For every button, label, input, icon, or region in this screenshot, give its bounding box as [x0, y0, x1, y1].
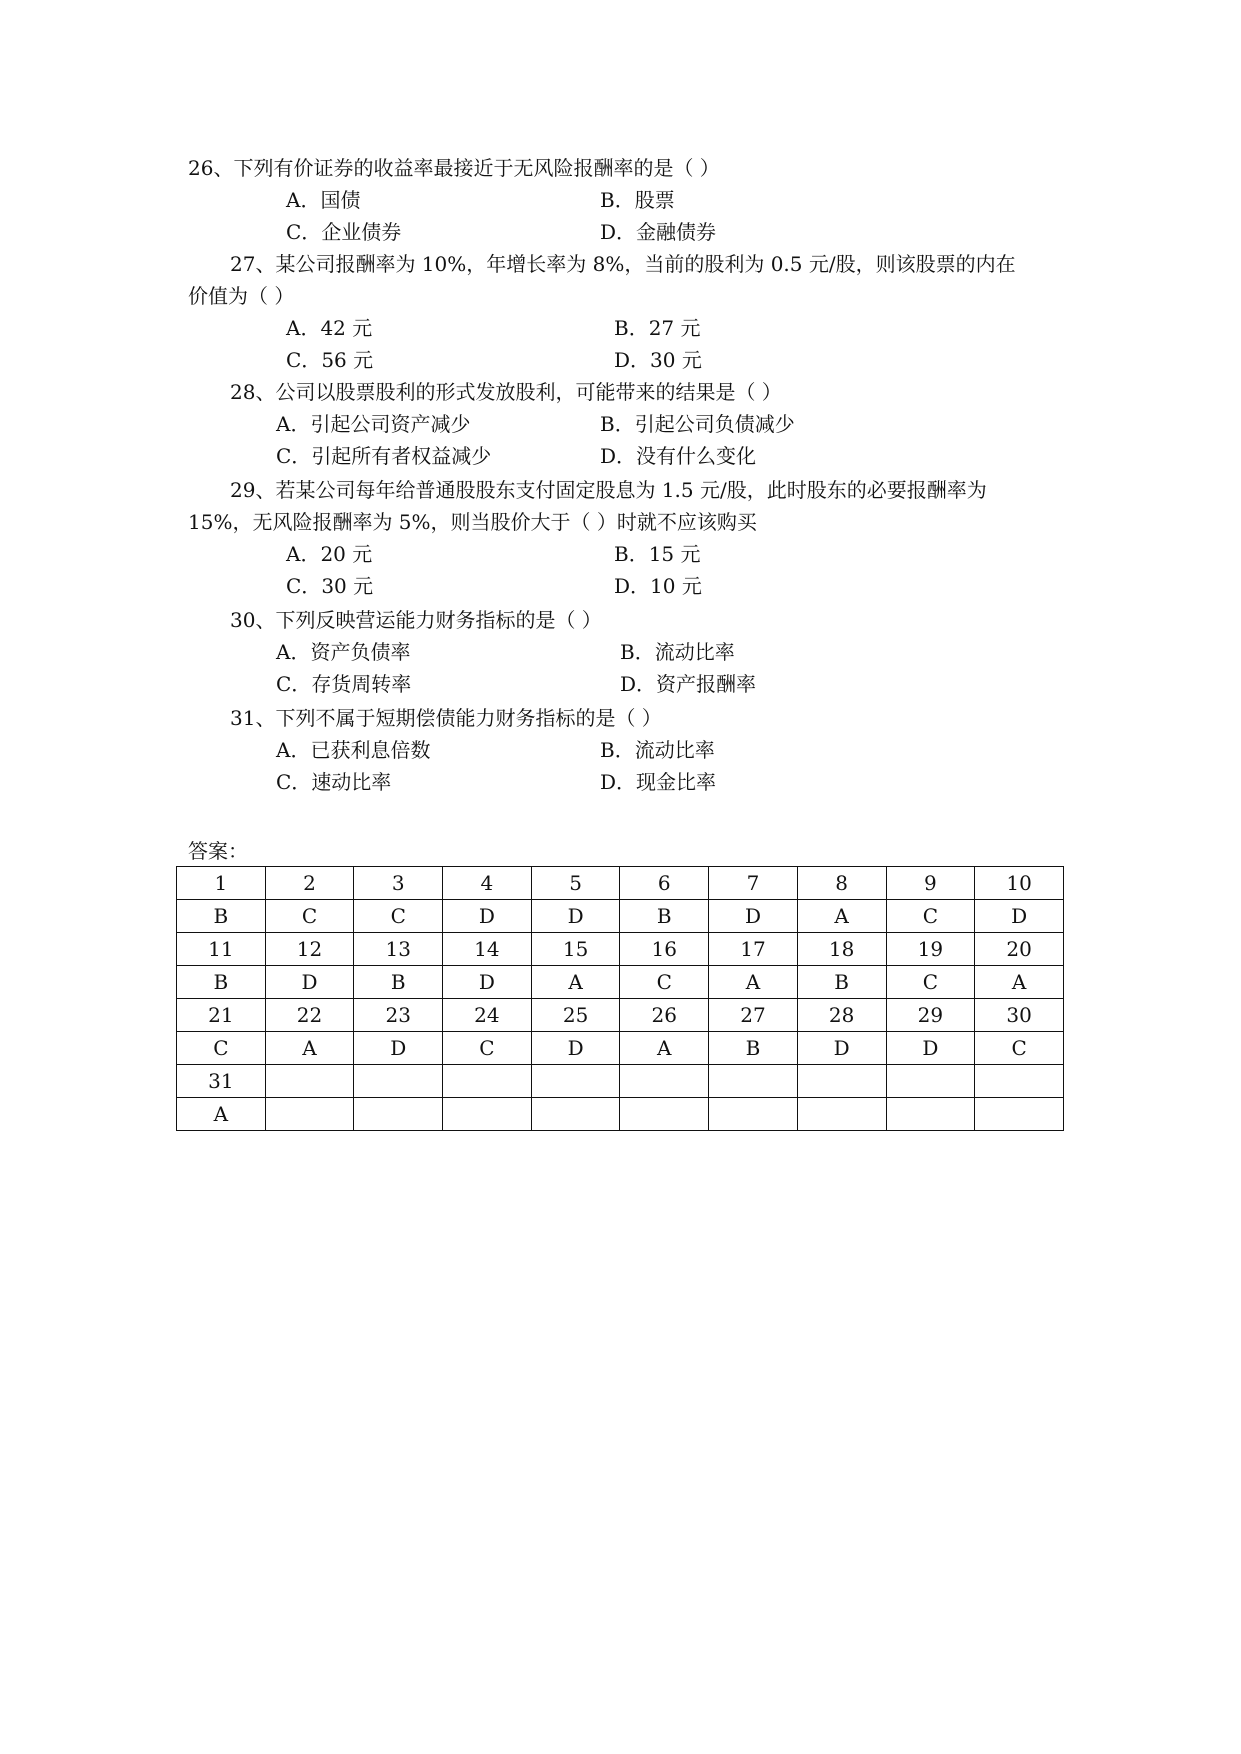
question-number-cell: 6: [620, 867, 709, 900]
answer-cell: B: [177, 966, 266, 999]
question-number-cell: [709, 1065, 798, 1098]
option-c: [286, 216, 401, 248]
options-row-cd: [188, 440, 1068, 472]
options-row-cd: [188, 344, 1068, 376]
question-number-cell: 24: [443, 999, 532, 1032]
options-row-cd: [188, 668, 1068, 700]
option-d: [614, 344, 702, 376]
option-text: 国债: [320, 188, 361, 212]
question-text: 27、某公司报酬率为 10%，年增长率为 8%，当前的股利为 0.5 元/股，则该股票的内在: [230, 252, 1016, 276]
answer-cell: C: [443, 1032, 532, 1065]
answer-cell: C: [354, 900, 443, 933]
option-c: [276, 766, 391, 798]
answer-label: 答案：: [188, 839, 248, 863]
option-b: [600, 734, 715, 766]
answer-cell: [975, 1098, 1064, 1131]
option-text: 20 元: [320, 542, 373, 566]
option-letter: B．: [614, 542, 649, 566]
options-row-cd: [188, 766, 1068, 798]
question-number-cell: [354, 1065, 443, 1098]
options-row-ab: [188, 538, 1068, 570]
answer-cell: B: [709, 1032, 798, 1065]
options-row-ab: [188, 184, 1068, 216]
table-row: [177, 933, 1064, 966]
answer-cell: B: [177, 900, 266, 933]
answer-cell: A: [620, 1032, 709, 1065]
question-31: [188, 702, 1068, 798]
table-row: [177, 1032, 1064, 1065]
answer-cell: [709, 1098, 798, 1131]
option-letter: A．: [276, 738, 311, 762]
answer-cell: D: [709, 900, 798, 933]
question-30: [188, 604, 1068, 700]
option-text: 10 元: [650, 574, 702, 598]
question-number-cell: 23: [354, 999, 443, 1032]
answer-cell: D: [443, 966, 532, 999]
options-row-ab: [188, 312, 1068, 344]
option-d: [600, 440, 756, 472]
option-a: [286, 184, 360, 216]
question-number-cell: 22: [265, 999, 354, 1032]
option-text: 42 元: [320, 316, 373, 340]
option-letter: D．: [614, 574, 651, 598]
question-text: 29、若某公司每年给普通股股东支付固定股息为 1.5 元/股，此时股东的必要报酬率为: [230, 478, 987, 502]
answer-cell: B: [354, 966, 443, 999]
option-text: 56 元: [321, 348, 374, 372]
option-letter: A．: [276, 412, 311, 436]
option-text: 资产报酬率: [656, 672, 757, 696]
option-text: 流动比率: [654, 640, 735, 664]
options-row-ab: [188, 408, 1068, 440]
question-number-cell: 26: [620, 999, 709, 1032]
question-number-cell: [797, 1065, 886, 1098]
question-text-continued: 15%，无风险报酬率为 5%，则当股价大于（ ）时就不应该购买: [188, 510, 757, 534]
option-b: [620, 636, 735, 668]
option-d: [620, 668, 756, 700]
option-text: 已获利息倍数: [310, 738, 431, 762]
option-letter: C．: [276, 444, 312, 468]
question-number-cell: 14: [443, 933, 532, 966]
question-number-cell: [886, 1065, 975, 1098]
answer-cell: [531, 1098, 620, 1131]
question-text: 26、下列有价证券的收益率最接近于无风险报酬率的是（ ）: [188, 156, 720, 180]
question-number-cell: 21: [177, 999, 266, 1032]
options-row-cd: [188, 216, 1068, 248]
question-number-cell: 29: [886, 999, 975, 1032]
option-text: 没有什么变化: [636, 444, 757, 468]
question-number-cell: 17: [709, 933, 798, 966]
answer-cell: [265, 1098, 354, 1131]
question-number-cell: 31: [177, 1065, 266, 1098]
question-number-cell: 16: [620, 933, 709, 966]
option-d: [600, 216, 716, 248]
options-row-ab: [188, 734, 1068, 766]
options-row-ab: [188, 636, 1068, 668]
question-number-cell: [265, 1065, 354, 1098]
question-number-cell: [531, 1065, 620, 1098]
option-letter: B．: [620, 640, 655, 664]
question-number-cell: 9: [886, 867, 975, 900]
option-letter: C．: [276, 672, 312, 696]
answer-cell: D: [531, 900, 620, 933]
table-row: [177, 867, 1064, 900]
question-number-cell: 13: [354, 933, 443, 966]
answer-cell: [620, 1098, 709, 1131]
answer-cell: C: [620, 966, 709, 999]
option-text: 企业债券: [321, 220, 402, 244]
answer-cell: C: [265, 900, 354, 933]
option-text: 流动比率: [634, 738, 715, 762]
option-a: [286, 312, 372, 344]
answer-cell: A: [265, 1032, 354, 1065]
option-text: 现金比率: [636, 770, 717, 794]
answer-cell: [797, 1098, 886, 1131]
question-number-cell: [975, 1065, 1064, 1098]
option-text: 30 元: [650, 348, 702, 372]
answer-cell: A: [709, 966, 798, 999]
option-a: [276, 636, 410, 668]
question-number-cell: 3: [354, 867, 443, 900]
option-text: 30 元: [321, 574, 374, 598]
question-28: [188, 376, 1068, 472]
answer-cell: [354, 1098, 443, 1131]
option-text: 引起公司负债减少: [634, 412, 795, 436]
option-letter: D．: [600, 220, 637, 244]
question-number-cell: 10: [975, 867, 1064, 900]
question-text-continued: 价值为（ ）: [188, 284, 295, 308]
question-27: [188, 248, 1068, 376]
question-text: 30、下列反映营运能力财务指标的是（ ）: [230, 608, 602, 632]
option-b: [614, 538, 701, 570]
answer-cell: A: [531, 966, 620, 999]
option-letter: B．: [600, 188, 635, 212]
option-text: 金融债券: [636, 220, 717, 244]
option-letter: C．: [286, 574, 322, 598]
question-number-cell: 25: [531, 999, 620, 1032]
answer-cell: C: [886, 966, 975, 999]
option-b: [614, 312, 701, 344]
option-a: [276, 734, 430, 766]
option-c: [286, 344, 373, 376]
option-letter: B．: [600, 412, 635, 436]
option-c: [276, 668, 411, 700]
answer-cell: C: [177, 1032, 266, 1065]
option-letter: A．: [286, 316, 321, 340]
answer-table-body: [177, 867, 1064, 1131]
option-text: 股票: [634, 188, 675, 212]
option-text: 存货周转率: [311, 672, 412, 696]
question-number-cell: 12: [265, 933, 354, 966]
question-29: [188, 474, 1068, 602]
question-number-cell: 8: [797, 867, 886, 900]
question-text: 28、公司以股票股利的形式发放股利，可能带来的结果是（ ）: [230, 380, 782, 404]
question-number-cell: 19: [886, 933, 975, 966]
answer-cell: C: [886, 900, 975, 933]
option-d: [614, 570, 702, 602]
question-number-cell: 18: [797, 933, 886, 966]
option-d: [600, 766, 716, 798]
option-text: 引起所有者权益减少: [311, 444, 492, 468]
table-row: [177, 999, 1064, 1032]
options-row-cd: [188, 570, 1068, 602]
answer-cell: [443, 1098, 532, 1131]
option-a: [276, 408, 470, 440]
option-letter: C．: [286, 220, 322, 244]
option-letter: A．: [286, 542, 321, 566]
question-number-cell: 2: [265, 867, 354, 900]
answer-cell: D: [886, 1032, 975, 1065]
option-text: 速动比率: [311, 770, 392, 794]
option-text: 27 元: [648, 316, 701, 340]
question-number-cell: 20: [975, 933, 1064, 966]
answer-table: [176, 866, 1064, 1131]
option-letter: D．: [600, 444, 637, 468]
question-number-cell: 11: [177, 933, 266, 966]
answer-cell: A: [975, 966, 1064, 999]
answer-cell: D: [265, 966, 354, 999]
option-text: 引起公司资产减少: [310, 412, 471, 436]
option-letter: D．: [614, 348, 651, 372]
question-number-cell: 7: [709, 867, 798, 900]
option-text: 资产负债率: [310, 640, 411, 664]
answer-cell: D: [797, 1032, 886, 1065]
table-row: [177, 900, 1064, 933]
option-b: [600, 184, 675, 216]
answer-cell: D: [531, 1032, 620, 1065]
answer-cell: D: [354, 1032, 443, 1065]
answer-cell: [886, 1098, 975, 1131]
option-letter: B．: [614, 316, 649, 340]
question-number-cell: 15: [531, 933, 620, 966]
answer-cell: D: [443, 900, 532, 933]
answer-cell: A: [177, 1098, 266, 1131]
answer-cell: C: [975, 1032, 1064, 1065]
option-letter: A．: [276, 640, 311, 664]
table-row: [177, 1098, 1064, 1131]
question-number-cell: 5: [531, 867, 620, 900]
question-number-cell: 1: [177, 867, 266, 900]
option-letter: D．: [620, 672, 657, 696]
option-letter: B．: [600, 738, 635, 762]
answer-cell: A: [797, 900, 886, 933]
question-26: [188, 152, 1068, 248]
answer-cell: B: [620, 900, 709, 933]
option-a: [286, 538, 372, 570]
question-number-cell: 27: [709, 999, 798, 1032]
question-text: 31、下列不属于短期偿债能力财务指标的是（ ）: [230, 706, 662, 730]
question-number-cell: [443, 1065, 532, 1098]
option-letter: C．: [286, 348, 322, 372]
option-b: [600, 408, 795, 440]
option-letter: A．: [286, 188, 321, 212]
question-number-cell: 28: [797, 999, 886, 1032]
table-row: [177, 966, 1064, 999]
question-number-cell: 4: [443, 867, 532, 900]
answer-cell: D: [975, 900, 1064, 933]
option-letter: C．: [276, 770, 312, 794]
option-c: [276, 440, 491, 472]
option-letter: D．: [600, 770, 637, 794]
question-number-cell: 30: [975, 999, 1064, 1032]
answer-cell: B: [797, 966, 886, 999]
question-number-cell: [620, 1065, 709, 1098]
option-c: [286, 570, 373, 602]
option-text: 15 元: [648, 542, 701, 566]
table-row: [177, 1065, 1064, 1098]
